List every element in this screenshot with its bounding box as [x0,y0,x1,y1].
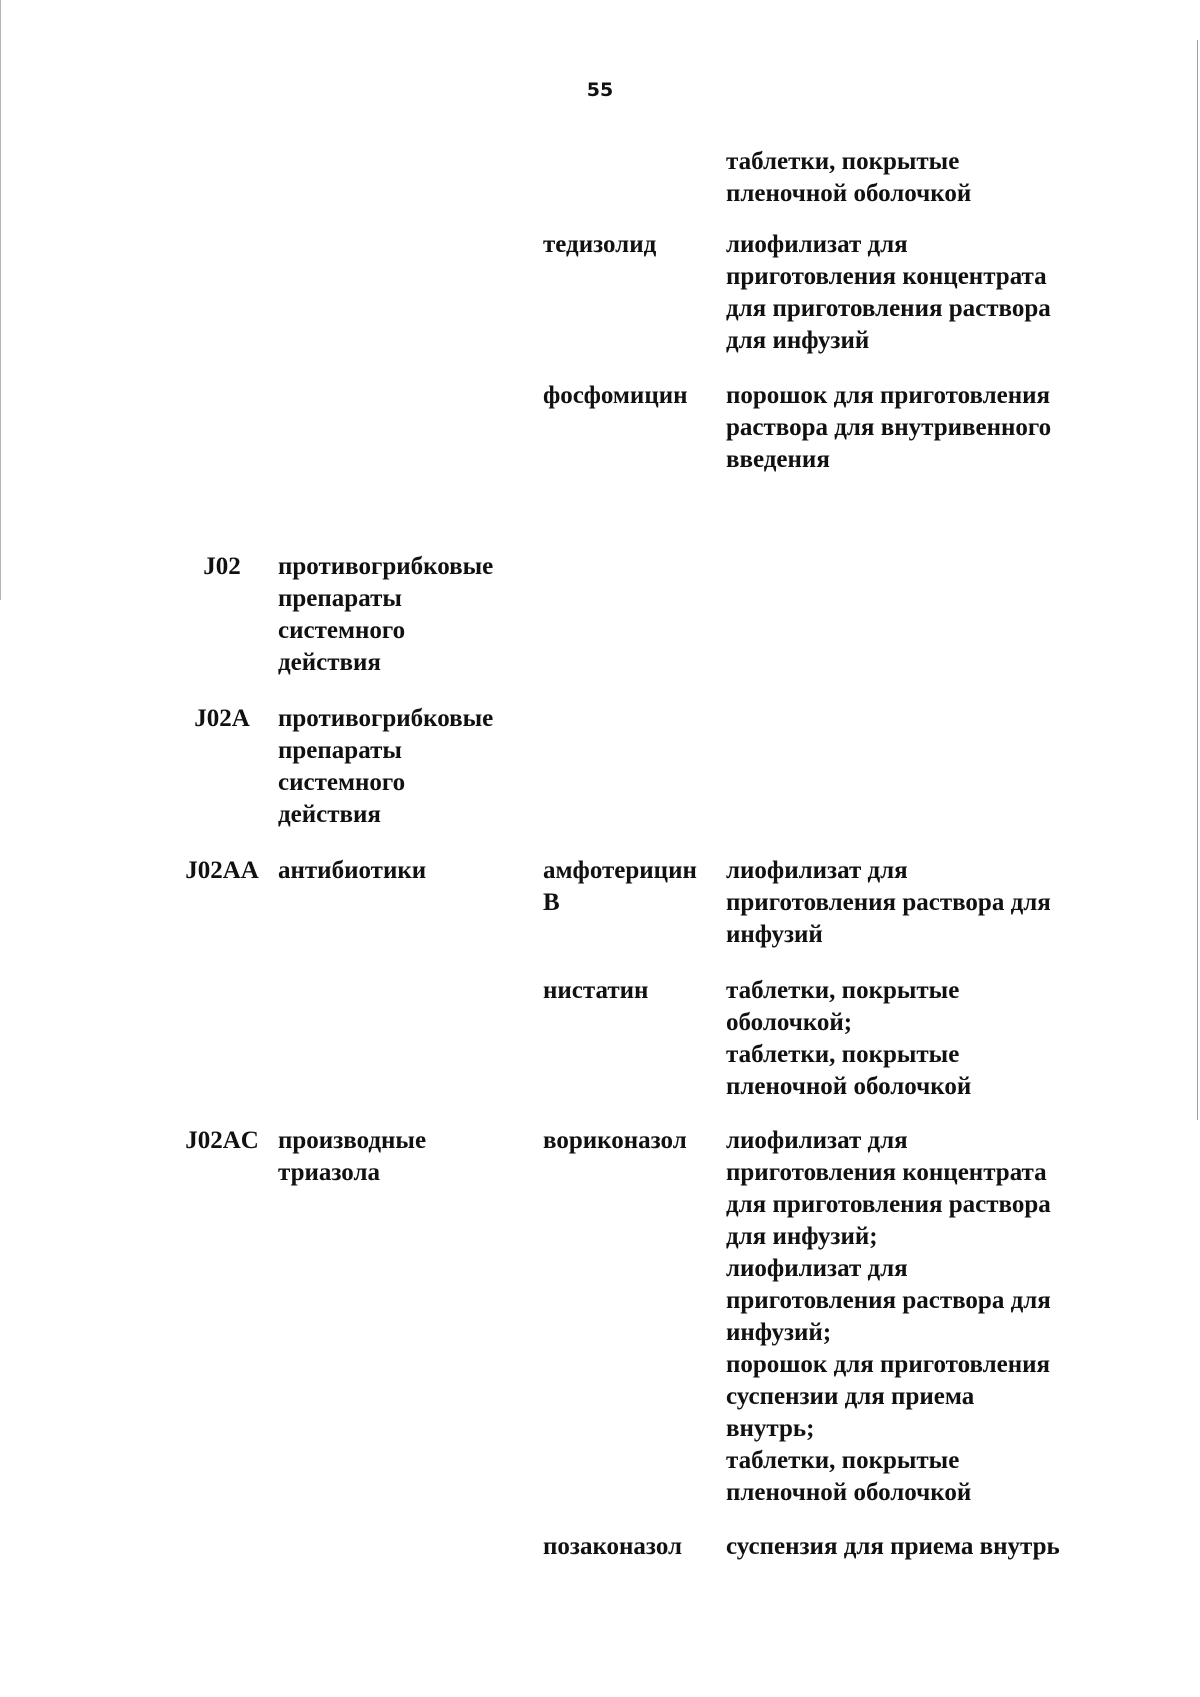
drug-name-cell: нистатин [543,977,649,1004]
drug-name-cell: амфотерицин B [543,857,697,916]
dosage-form-cell: суспензия для приема внутрь [726,1533,1060,1560]
group-name-cell: антибиотики [278,857,427,884]
dosage-form-cell: лиофилизат для приготовления концентрата для приготовления раствора для инфузий [726,231,1051,354]
group-name-cell: противогрибковые препараты системного действия [278,553,494,676]
group-name-cell: противогрибковые препараты системного действия [278,705,494,828]
dosage-form-cell: лиофилизат для приготовления раствора для инфузий [726,857,1051,948]
atc-code-cell: J02 [203,553,241,580]
scan-edge-line [1197,40,1198,1120]
group-name-cell: производные триазола [278,1127,427,1186]
dosage-form-cell: таблетки, покрытые оболочкой; таблетки, покрытые пленочной оболочкой [726,977,972,1100]
page-number: 55 [586,79,614,101]
scan-edge-line [0,0,1,600]
atc-code-cell: J02AA [185,857,259,884]
drug-name-cell: позаконазол [543,1533,683,1560]
drug-name-cell: фосфомицин [543,382,688,409]
dosage-form-cell: порошок для приготовления раствора для внутривенного введения [726,382,1052,473]
dosage-form-cell: лиофилизат для приготовления концентрата для приготовления раствора для инфузий; лиофилизат для приготовления раствора для инфузий; порошок для приготовления суспензии для приема внутрь; таблетки, покрытые пленочной оболочкой [726,1127,1051,1506]
atc-code-cell: J02A [194,705,250,732]
atc-code-cell: J02AC [185,1127,259,1154]
drug-name-cell: тедизолид [543,231,657,258]
dosage-form-cell: таблетки, покрытые пленочной оболочкой [726,148,972,207]
drug-name-cell: вориконазол [543,1127,687,1154]
